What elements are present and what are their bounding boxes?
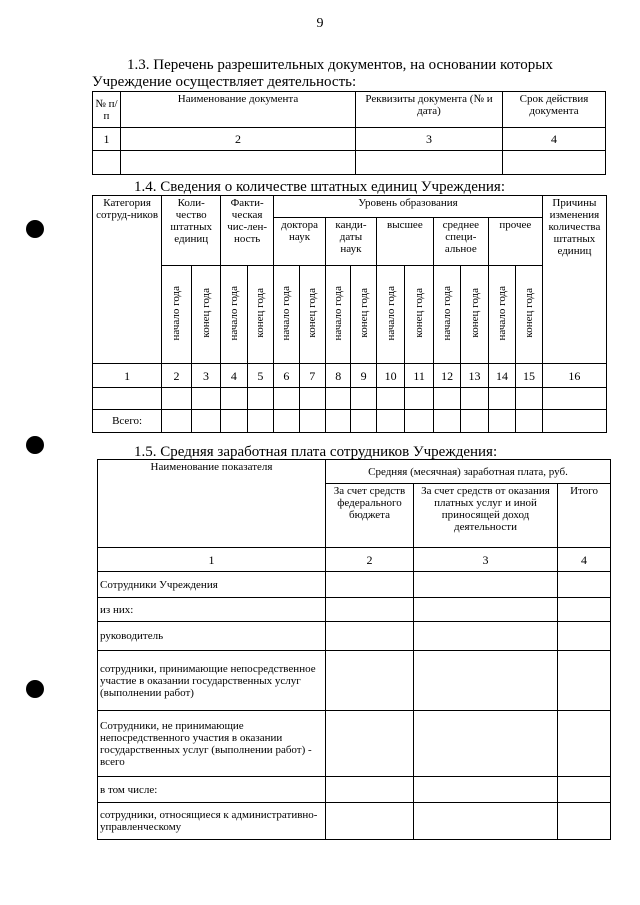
subheader-start-year: начало года [441,285,454,341]
header-category: Категория сотруд-ников [93,196,162,364]
subheader-start-year: начало года [332,285,345,341]
punch-hole-mark [26,680,44,698]
header-edu-higher: высшее [376,218,433,266]
subheader-end-year: конец года [468,288,481,338]
table-row [93,410,607,433]
column-number: 3 [414,548,558,572]
row-label: сотрудники, принимающие непосредственное участие в оказании государственных услуг (выполнении работ) [98,651,326,711]
subheader-start-year: начало года [384,285,397,341]
subheader-end-year: конец года [413,288,426,338]
empty-cell [121,151,356,175]
column-number: 4 [503,128,606,151]
column-number: 3 [191,364,221,388]
table-row [98,572,611,598]
header-validity: Срок действия документа [503,92,606,128]
page-number: 9 [316,16,324,31]
subheader-end-year: конец года [254,288,267,338]
row-label: Сотрудники Учреждения [98,572,326,598]
column-number: 1 [98,548,326,572]
header-edu-candidates: канди-даты наук [326,218,377,266]
subheader-end-year: конец года [199,288,212,338]
row-label: из них: [98,598,326,622]
column-number: 2 [162,364,192,388]
section-1-3-heading: 1.3. Перечень разрешительных документов, на основании которых [127,57,553,73]
column-number: 5 [247,364,273,388]
header-education-level: Уровень образования [274,196,543,218]
column-number: 7 [299,364,325,388]
column-number: 14 [488,364,515,388]
column-number: 4 [558,548,611,572]
punch-hole-mark [26,436,44,454]
subheader-start-year: начало года [227,285,240,341]
column-number: 3 [356,128,503,151]
subheader-end-year: конец года [357,288,370,338]
header-staff-count: Коли-чество штатных единиц [162,196,221,266]
column-number: 1 [93,364,162,388]
header-edu-doctors: доктора наук [274,218,326,266]
column-number: 1 [93,128,121,151]
empty-cell [93,151,121,175]
header-edu-other: прочее [488,218,542,266]
column-number: 9 [351,364,376,388]
table-row [98,777,611,803]
header-federal-budget: За счет средств федерального бюджета [326,484,414,548]
column-number: 10 [376,364,404,388]
header-edu-secondary: среднее специ-альное [433,218,488,266]
column-number: 15 [516,364,543,388]
column-number: 2 [121,128,356,151]
permits-table [92,91,606,175]
table-row [98,622,611,651]
header-number: № п/п [93,92,121,128]
section-1-4-heading: 1.4. Сведения о количестве штатных единиц Учреждения: [134,179,506,195]
column-number: 6 [274,364,299,388]
column-number: 8 [326,364,351,388]
table-row [98,598,611,622]
row-label: сотрудники, относящиеся к административно-управленческому [98,803,326,840]
subheader-end-year: конец года [523,288,536,338]
table-row [93,388,607,410]
column-number: 13 [461,364,488,388]
section-1-5-heading: 1.5. Средняя заработная плата сотрудников Учреждения: [134,444,498,460]
table-row [98,803,611,840]
column-number: 11 [405,364,433,388]
average-salary-table [97,459,611,840]
header-indicator: Наименование показателя [98,460,326,548]
row-label: в том числе: [98,777,326,803]
header-document-name: Наименование документа [121,92,356,128]
subheader-end-year: конец года [306,288,319,338]
column-number: 12 [433,364,460,388]
subheader-start-year: начало года [170,285,183,341]
header-change-reasons: Причины изменения количества штатных единиц [542,196,606,364]
section-1-3-heading-continued: Учреждение осуществляет деятельность: [92,74,357,90]
punch-hole-mark [26,220,44,238]
column-number: 16 [542,364,606,388]
table-row [98,711,611,777]
row-label: руководитель [98,622,326,651]
table-row [98,651,611,711]
header-average-salary: Средняя (месячная) заработная плата, руб. [326,460,611,484]
column-number: 4 [221,364,247,388]
header-actual-count: Факти-ческая чис-лен-ность [221,196,274,266]
total-label: Всего: [93,410,162,433]
column-number: 2 [326,548,414,572]
row-label: Сотрудники, не принимающие непосредственного участия в оказании государственных услуг (выполнении работ) - всего [98,711,326,777]
header-paid-services: За счет средств от оказания платных услуг и иной приносящей доход деятельности [414,484,558,548]
empty-cell [356,151,503,175]
subheader-start-year: начало года [496,285,509,341]
staff-units-table [92,195,607,433]
header-total: Итого [558,484,611,548]
header-document-details: Реквизиты документа (№ и дата) [356,92,503,128]
subheader-start-year: начало года [280,285,293,341]
empty-cell [503,151,606,175]
